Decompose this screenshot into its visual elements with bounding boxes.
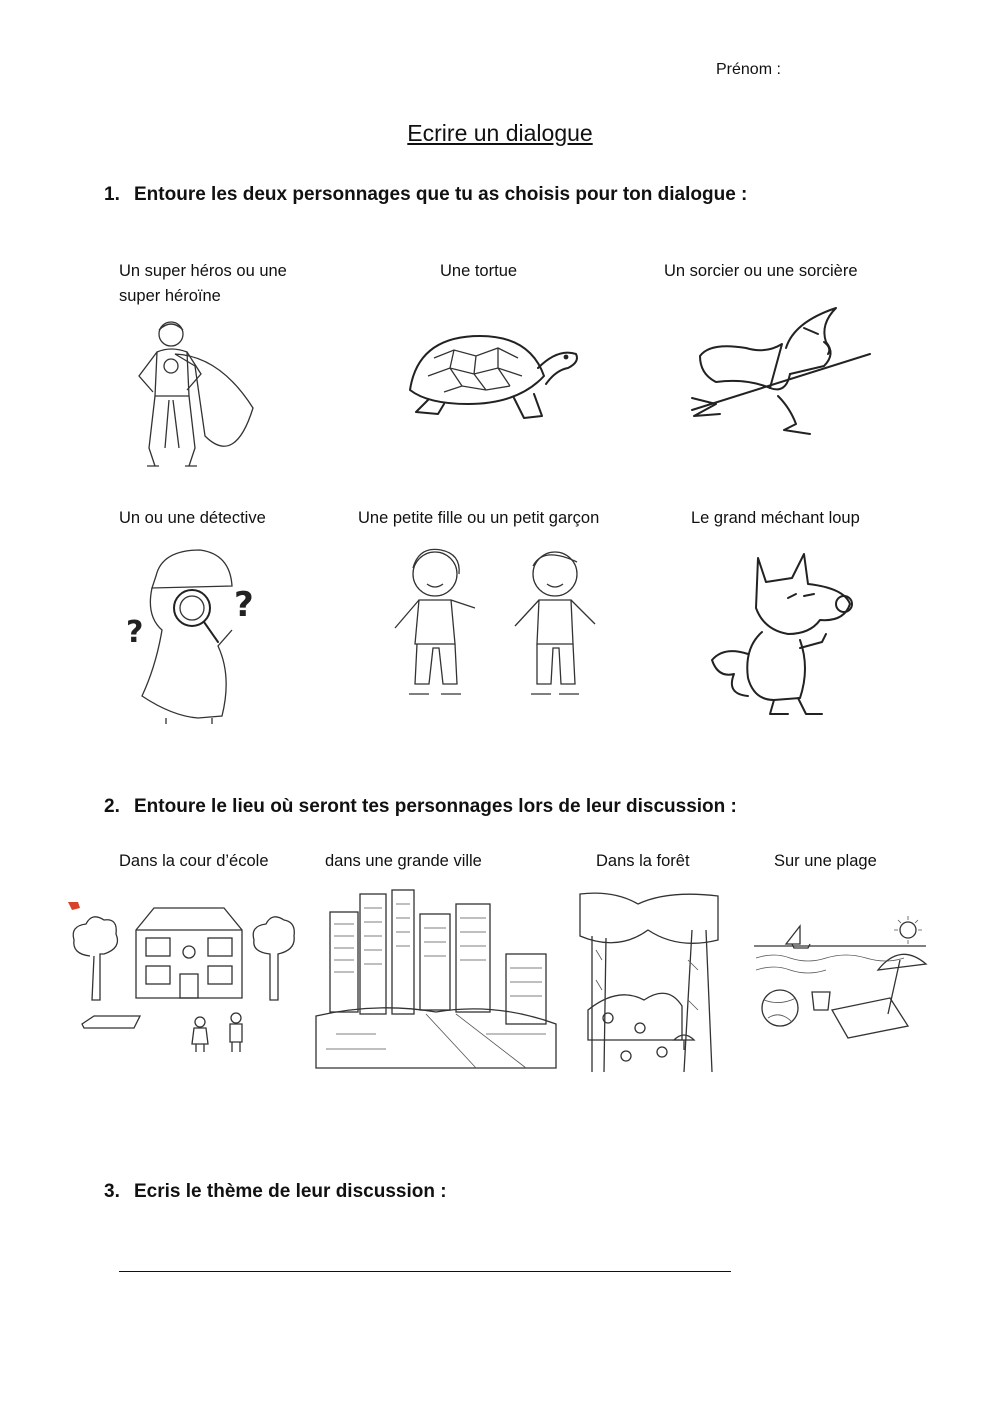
character-label-wolf: Le grand méchant loup <box>691 509 860 527</box>
city-icon[interactable] <box>316 884 556 1068</box>
svg-text:?: ? <box>234 585 254 625</box>
question-3-number: 3. <box>104 1181 120 1202</box>
children-icon[interactable] <box>385 544 615 714</box>
schoolyard-icon[interactable] <box>64 896 298 1058</box>
character-label-turtle: Une tortue <box>440 262 518 280</box>
question-2 <box>104 796 737 818</box>
place-label-city: dans une grande ville <box>325 852 482 870</box>
question-3 <box>104 1181 447 1203</box>
answer-line[interactable] <box>119 1270 731 1272</box>
question-3-text: Ecris le thème de leur discussion : <box>134 1181 447 1202</box>
svg-text:?: ? <box>126 615 144 650</box>
detective-icon[interactable] <box>122 546 272 726</box>
forest-icon[interactable] <box>578 890 720 1072</box>
character-label-children: Une petite fille ou un petit garçon <box>358 509 600 527</box>
wolf-icon[interactable] <box>704 548 860 718</box>
character-label-superhero: Un super héros ou une super héroïne <box>119 262 287 305</box>
superhero-icon[interactable] <box>125 316 265 481</box>
question-1 <box>104 184 747 206</box>
question-2-text: Entoure le lieu où seront tes personnages lors de leur discussion : <box>134 796 737 817</box>
place-label-beach: Sur une plage <box>774 852 877 870</box>
question-2-number: 2. <box>104 796 120 817</box>
page-title: Ecrire un dialogue <box>407 120 593 146</box>
place-label-forest: Dans la forêt <box>596 852 690 870</box>
place-label-schoolyard: Dans la cour d’école <box>119 852 269 870</box>
question-1-text: Entoure les deux personnages que tu as choisis pour ton dialogue : <box>134 184 748 205</box>
witch-icon[interactable] <box>686 304 872 438</box>
question-1-number: 1. <box>104 184 120 205</box>
character-label-detective: Un ou une détective <box>119 509 266 527</box>
character-label-witch: Un sorcier ou une sorcière <box>664 262 858 280</box>
turtle-icon[interactable] <box>398 328 583 428</box>
beach-icon[interactable] <box>750 914 928 1038</box>
prenom-label: Prénom : <box>716 61 781 78</box>
